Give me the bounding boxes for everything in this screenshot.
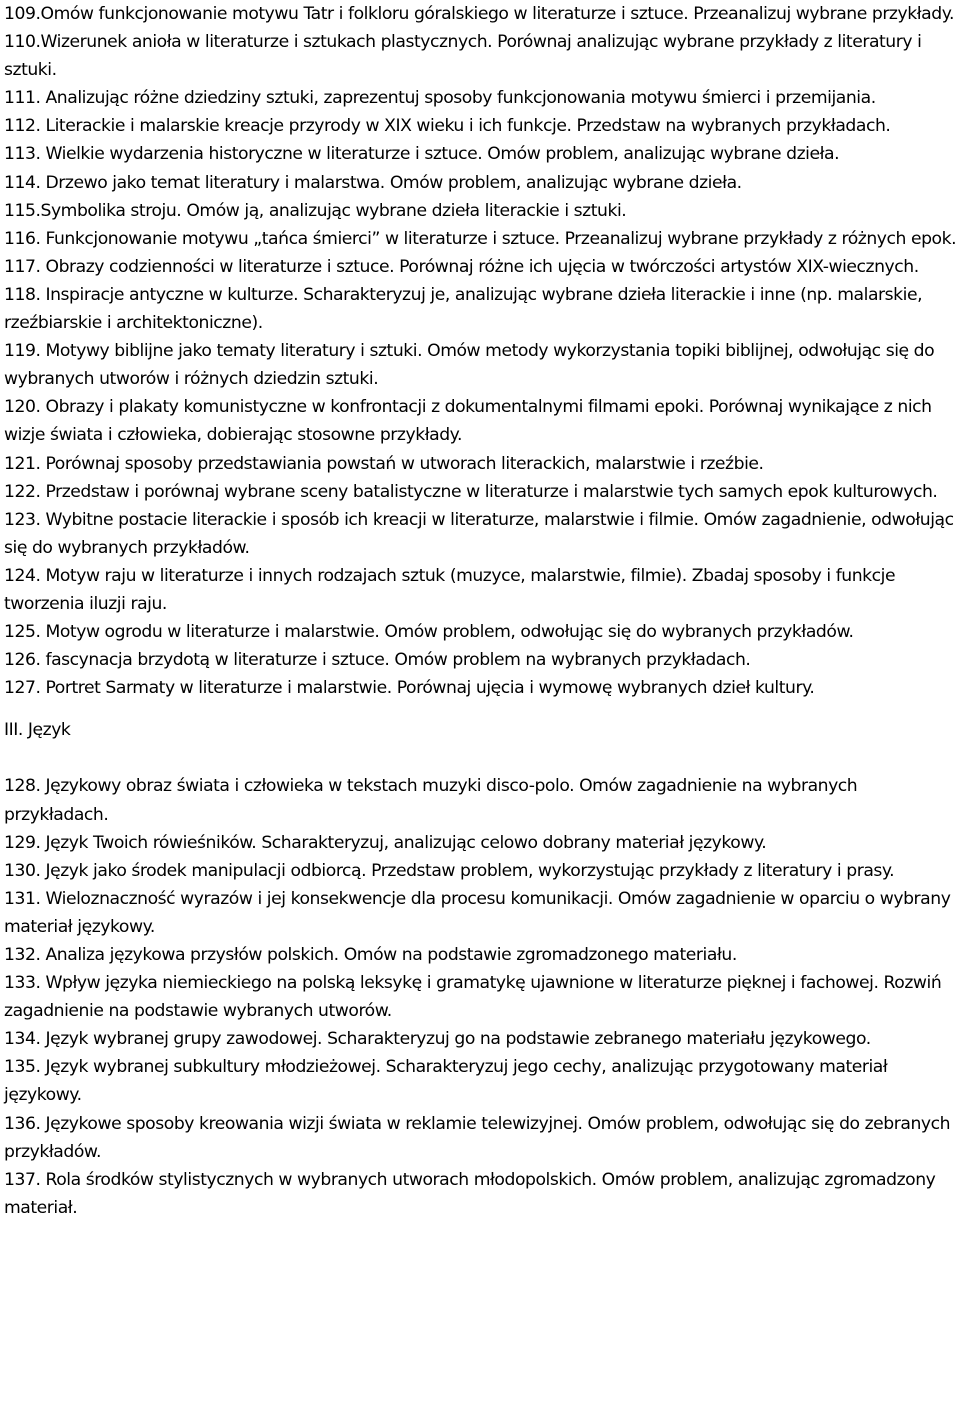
topic-sentence: Omów zagadnienie w oparciu o wybrany materiał językowy.: [4, 888, 951, 937]
topic-sentence: Przedstaw problem, wykorzystując przykłady z literatury i prasy.: [366, 860, 895, 881]
topic-sentence: Porównaj różne ich ujęcia w twórczości artystów XIX-wiecznych.: [394, 256, 919, 277]
topic-number: 109.: [4, 4, 41, 24]
topic-sentence: Omów problem, analizując wybrane dzieła.: [482, 144, 840, 165]
topic-item: [4, 829, 958, 857]
topic-sentence: Scharakteryzuj jego cechy, analizując przygotowany materiał językowy.: [4, 1057, 888, 1106]
topic-item: [4, 618, 958, 646]
topic-sentence: Porównaj sposoby przedstawiania powstań w utworach literackich, malarstwie i rzeźbie.: [45, 453, 764, 474]
topic-number: 116.: [4, 228, 46, 249]
topic-sentence: Porównaj ujęcia i wymowę wybranych dzieł kultury.: [391, 678, 815, 699]
topic-sentence: Omów ją, analizując wybrane dzieła literackie i sztuki.: [181, 200, 627, 221]
topic-number: 114.: [4, 172, 46, 193]
topic-sentence: Scharakteryzuj je, analizując wybrane dzieła literackie i inne (np. malarskie, rzeźbiarskie i architektoniczne).: [4, 284, 923, 334]
topic-sentence: Scharakteryzuj, analizując celowo dobrany materiał językowy.: [256, 832, 767, 853]
topic-sentence: Omów zagadnienie na wybranych przykładach.: [4, 776, 858, 825]
topic-number: 121.: [4, 453, 46, 474]
topic-sentence: Omów problem, analizując wybrane dzieła.: [384, 172, 742, 193]
topic-item: [4, 885, 958, 941]
topic-number: 126.: [4, 650, 46, 671]
topic-item: [4, 112, 958, 140]
topic-item: [4, 140, 958, 168]
topic-item: [4, 1025, 958, 1053]
topic-item: [4, 0, 958, 28]
topic-list-language: [4, 772, 958, 1222]
topic-sentence: Analizując różne dziedziny sztuki, zaprezentuj sposoby funkcjonowania motywu śmierci i przemijania.: [45, 88, 876, 109]
topic-sentence: Rozwiń zagadnienie na podstawie wybranych utworów.: [4, 973, 942, 1022]
topic-item: [4, 857, 958, 885]
topic-sentence: Wybitne postacie literackie i sposób ich kreacji w literaturze, malarstwie i filmie.: [45, 509, 699, 530]
topic-number: 128.: [4, 776, 46, 797]
topic-sentence: Język jako środek manipulacji odbiorcą.: [45, 860, 367, 881]
topic-sentence: Omów zagadnienie, odwołując się do wybranych przykładów.: [4, 509, 954, 558]
topic-item: [4, 169, 958, 197]
topic-sentence: Obrazy codzienności w literaturze i sztuce.: [45, 256, 395, 277]
topic-sentence: Językowe sposoby kreowania wizji świata w reklamie telewizyjnej.: [45, 1113, 583, 1134]
topic-item: [4, 28, 958, 84]
topic-number: 131.: [4, 888, 46, 909]
topic-item: [4, 506, 958, 562]
topic-sentence: Omów problem, analizując zgromadzony materiał.: [4, 1169, 936, 1218]
topic-sentence: Język wybranej grupy zawodowej.: [45, 1029, 323, 1050]
topic-number: 122.: [4, 481, 46, 502]
topic-sentence: Omów problem na wybranych przykładach.: [389, 650, 751, 671]
topic-number: 135.: [4, 1057, 46, 1078]
topic-sentence: Porównaj wynikające z nich wizje świata i człowieka, dobierając stosowne przykłady.: [4, 397, 932, 446]
topic-item: [4, 646, 958, 674]
topic-number: 124.: [4, 565, 46, 586]
topic-sentence: Literackie i malarskie kreacje przyrody w XIX wieku i ich funkcje.: [45, 116, 572, 137]
topic-sentence: Omów na podstawie zgromadzonego materiału.: [338, 945, 737, 965]
topic-number: 129.: [4, 832, 46, 853]
topic-item: [4, 393, 958, 449]
topic-item: [4, 941, 958, 969]
topic-number: 115.: [4, 200, 41, 221]
topic-sentence: Przeanalizuj wybrane przykłady z różnych epok.: [559, 228, 957, 249]
topic-item: [4, 253, 958, 281]
topic-item: [4, 478, 958, 506]
topic-number: 133.: [4, 973, 46, 994]
topic-number: 130.: [4, 860, 46, 881]
topic-list-art: [4, 0, 958, 702]
topic-number: 113.: [4, 144, 46, 165]
topic-number: 123.: [4, 509, 46, 530]
topic-sentence: Przedstaw i porównaj wybrane sceny batalistyczne w literaturze i malarstwie tych samych epok kulturowych.: [45, 481, 938, 502]
topic-item: [4, 674, 958, 702]
topic-number: 125.: [4, 622, 46, 643]
topic-sentence: Analiza językowa przysłów polskich.: [45, 945, 339, 965]
topic-sentence: Motyw ogrodu w literaturze i malarstwie.: [45, 622, 380, 643]
topic-sentence: Scharakteryzuj go na podstawie zebranego materiału językowego.: [322, 1029, 871, 1050]
topic-sentence: Język wybranej subkultury młodzieżowej.: [45, 1057, 381, 1078]
topic-item: [4, 562, 958, 618]
topic-sentence: Symbolika stroju.: [40, 200, 182, 221]
topic-sentence: Obrazy i plakaty komunistyczne w konfrontacji z dokumentalnymi filmami epoki.: [45, 397, 704, 418]
topic-item: [4, 772, 958, 828]
topic-sentence: Rola środków stylistycznych w wybranych utworach młodopolskich.: [45, 1169, 597, 1190]
topic-item: [4, 1166, 958, 1222]
topic-item: [4, 969, 958, 1025]
topic-sentence: Portret Sarmaty w literaturze i malarstwie.: [45, 678, 392, 699]
topic-number: 110.: [4, 32, 41, 53]
topic-sentence: Funkcjonowanie motywu „tańca śmierci” w literaturze i sztuce.: [45, 228, 560, 249]
topic-sentence: Omów problem, odwołując się do zebranych przykładów.: [4, 1113, 951, 1162]
topic-sentence: Omów problem, odwołując się do wybranych przykładów.: [379, 622, 854, 643]
topic-sentence: Język Twoich rówieśników.: [45, 832, 257, 853]
topic-sentence: Drzewo jako temat literatury i malarstwa.: [45, 172, 385, 193]
topic-sentence: Wizerunek anioła w literaturze i sztukach plastycznych.: [40, 32, 493, 53]
section-heading: III. Język: [4, 720, 71, 741]
topic-sentence: Motyw raju w literaturze i innych rodzajach sztuk (muzyce, malarstwie, filmie).: [45, 565, 687, 586]
topic-item: [4, 225, 958, 253]
topic-item: [4, 197, 958, 225]
topic-number: 137.: [4, 1169, 46, 1190]
topic-sentence: Wielkie wydarzenia historyczne w literaturze i sztuce.: [45, 144, 483, 165]
topic-number: 120.: [4, 397, 46, 418]
topic-sentence: Inspiracje antyczne w kulturze.: [45, 284, 299, 305]
topic-item: [4, 1053, 958, 1109]
topic-number: 127.: [4, 678, 46, 699]
topic-item: [4, 337, 958, 393]
topic-number: 132.: [4, 945, 46, 965]
topic-number: 118.: [4, 284, 46, 305]
topic-sentence: Motywy biblijne jako tematy literatury i sztuki.: [45, 341, 423, 362]
topic-number: 136.: [4, 1113, 46, 1134]
topic-sentence: Wieloznaczność wyrazów i jej konsekwencje dla procesu komunikacji.: [45, 888, 613, 909]
topic-number: 134.: [4, 1029, 46, 1050]
topic-number: 117.: [4, 256, 46, 277]
topic-number: 112.: [4, 116, 46, 137]
topic-sentence: Językowy obraz świata i człowieka w tekstach muzyki disco-polo.: [45, 776, 575, 797]
topic-number: 111.: [4, 88, 46, 109]
topic-sentence: Zbadaj sposoby i funkcje tworzenia iluzji raju.: [4, 565, 896, 614]
topic-item: [4, 281, 958, 337]
topic-sentence: Omów funkcjonowanie motywu Tatr i folkloru góralskiego w literaturze i sztuce.: [40, 4, 689, 24]
topic-sentence: fascynacja brzydotą w literaturze i sztuce.: [45, 650, 390, 671]
topic-sentence: Wpływ języka niemieckiego na polską leksykę i gramatykę ujawnione w literaturze pięknej i fachowej.: [45, 973, 879, 994]
topic-item: [4, 84, 958, 112]
topic-number: 119.: [4, 341, 46, 362]
topic-sentence: Porównaj analizując wybrane przykłady z literatury i sztuki.: [4, 32, 922, 81]
topic-item: [4, 1110, 958, 1166]
topic-sentence: Omów metody wykorzystania topiki biblijnej, odwołując się do wybranych utworów i różnych dziedzin sztuki.: [4, 341, 935, 390]
topic-sentence: Przeanalizuj wybrane przykłady.: [688, 4, 954, 24]
document-page: [4, 0, 958, 1222]
topic-sentence: Przedstaw na wybranych przykładach.: [571, 116, 891, 137]
topic-item: [4, 450, 958, 478]
